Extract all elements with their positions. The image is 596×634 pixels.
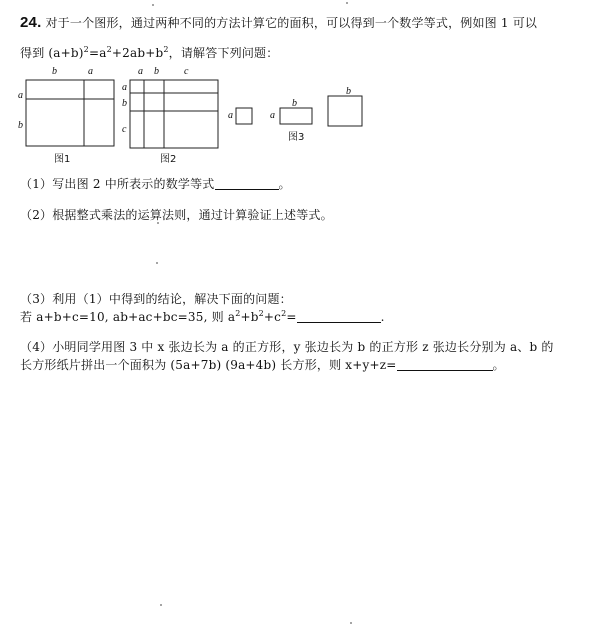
part-3-line1 xyxy=(20,290,292,307)
part-3-end: . xyxy=(380,310,385,324)
part-3-text-4: +c xyxy=(263,310,282,324)
sup: 2 xyxy=(258,309,264,318)
fig3-label-b2: b xyxy=(346,86,351,97)
fig2-label-top-a: a xyxy=(138,66,143,77)
question-intro-line1 xyxy=(20,14,537,31)
intro-text-2c: +2ab+b xyxy=(111,46,164,60)
fig2-label-top-c: c xyxy=(184,66,189,77)
figures-area xyxy=(10,66,370,166)
fig2-label-side-a: a xyxy=(122,82,127,93)
part-3-line2 xyxy=(20,308,385,325)
part-4-text-2: 长方形纸片拼出一个面积为 (5a+7b) (9a+4b) 长方形，则 x+y+z= xyxy=(20,358,397,372)
fig2-label-top-b: b xyxy=(154,66,159,77)
part-3-text-3: +b xyxy=(240,310,259,324)
fig3-caption: 图3 xyxy=(288,132,305,143)
sup: 2 xyxy=(163,45,169,54)
part-4-line1 xyxy=(20,338,554,355)
part-1 xyxy=(20,175,291,192)
part-4-text-1: （4）小明同学用图 3 中 x 张边长为 a 的正方形，y 张边长为 b 的正方形 z 张边长分别为 a、b 的 xyxy=(20,340,554,354)
figure-3-diagram xyxy=(228,86,388,146)
part-2-text: （2）根据整式乘法的运算法则，通过计算验证上述等式。 xyxy=(20,208,333,222)
sup: 2 xyxy=(235,309,241,318)
sup: 2 xyxy=(106,45,112,54)
fig2-label-side-b: b xyxy=(122,98,127,109)
intro-text-2d: ，请解答下列问题： xyxy=(168,46,279,60)
fig3-label-a1: a xyxy=(228,110,233,121)
part-3-text-1: （3）利用（1）中得到的结论，解决下面的问题： xyxy=(20,292,292,306)
fig1-label-top-a: a xyxy=(88,66,93,77)
answer-blank-3[interactable] xyxy=(297,311,381,323)
fig2-label-side-c: c xyxy=(122,124,127,135)
fig1-label-top-b: b xyxy=(52,66,57,77)
fig1-caption: 图1 xyxy=(54,154,71,165)
sup: 2 xyxy=(83,45,89,54)
answer-blank-4[interactable] xyxy=(397,359,493,371)
scan-speck xyxy=(156,262,158,264)
part-1-text: （1）写出图 2 中所表示的数学等式 xyxy=(20,177,215,191)
part-1-end: 。 xyxy=(278,177,291,191)
fig1-label-side-a: a xyxy=(18,90,23,101)
part-4-end: 。 xyxy=(492,358,505,372)
intro-text-2b: =a xyxy=(88,46,107,60)
question-number: 24. xyxy=(20,14,42,31)
scan-speck xyxy=(350,622,352,624)
part-4-line2 xyxy=(20,356,505,373)
part-2 xyxy=(20,206,333,223)
scan-speck xyxy=(152,4,154,6)
fig2-caption: 图2 xyxy=(160,154,177,165)
scan-speck xyxy=(346,2,348,4)
intro-text-1: 对于一个图形，通过两种不同的方法计算它的面积，可以得到一个数学等式，例如图 1 可以 xyxy=(45,16,538,30)
sup: 2 xyxy=(281,309,287,318)
scan-speck xyxy=(157,222,159,224)
part-3-text-2: 若 a+b+c=10, ab+ac+bc=35, 则 a xyxy=(20,310,236,324)
fig1-label-side-b: b xyxy=(18,120,23,131)
scan-speck xyxy=(160,604,162,606)
question-intro-line2 xyxy=(20,44,278,61)
intro-text-2a: 得到 (a+b) xyxy=(20,46,84,60)
part-3-eq: = xyxy=(286,310,297,324)
fig3-label-a2: a xyxy=(270,110,275,121)
answer-blank-1[interactable] xyxy=(215,178,279,190)
fig3-label-b1: b xyxy=(292,98,297,109)
